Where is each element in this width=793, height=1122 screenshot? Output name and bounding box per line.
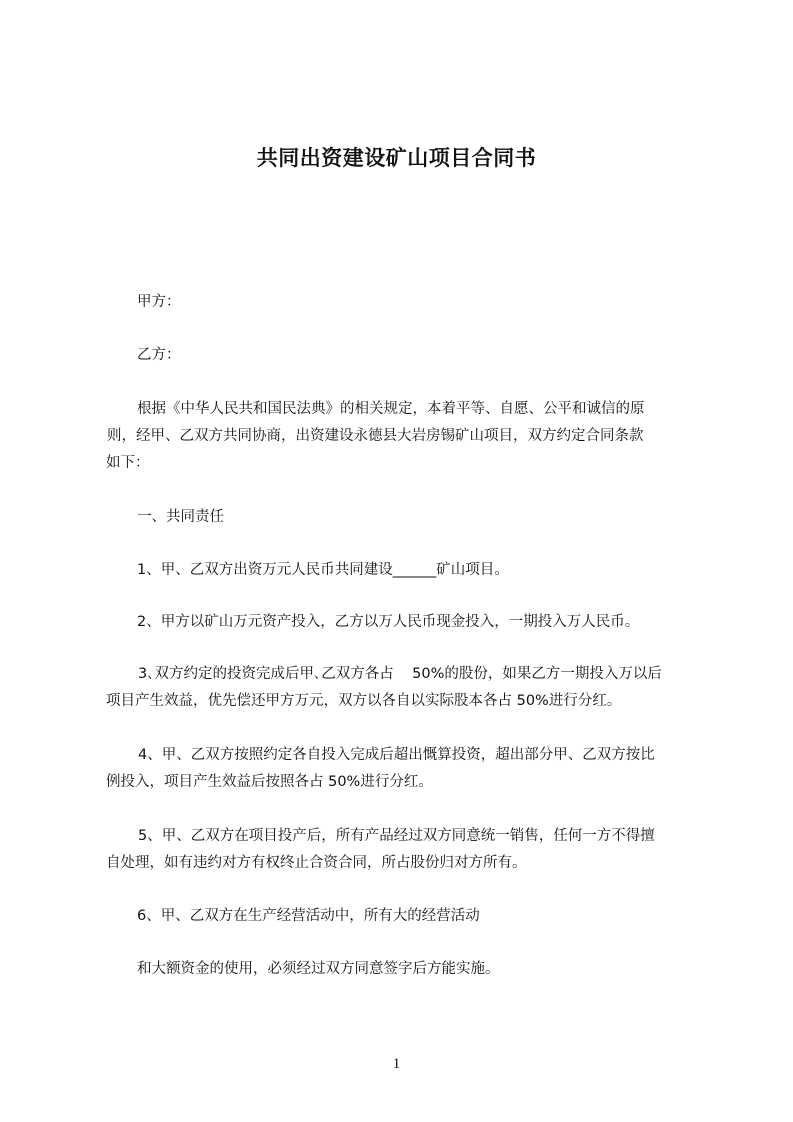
document-title: 共同出资建设矿山项目合同书	[256, 146, 537, 170]
clause-3-line-2: 项目产生效益，优先偿还甲方万元，双方以各自以实际股本各占 50%进行分红。	[106, 693, 622, 709]
clause-6-line-2: 和大额资金的使用，必须经过双方同意签字后方能实施。	[137, 961, 500, 977]
clause-4-line-1: 4、甲、乙双方按照约定各自投入完成后超出慨算投资，超出部分甲、乙双方按比	[138, 747, 655, 763]
section-1-heading: 一、共同责任	[137, 509, 224, 525]
clause-4-line-2: 例投入，项目产生效益后按照各占 50%进行分红。	[106, 774, 433, 790]
preamble-line-2: 则，经甲、乙双方共同协商，出资建设永德县大岩房锡矿山项目，双方约定合同条款	[107, 428, 644, 444]
page-number: 1	[392, 1056, 401, 1072]
clause-3-line-1: 3､双方约定的投资完成后甲､乙双方各占 50%的股份，如果乙方一期投入万以后	[138, 666, 662, 682]
clause-6-line-1: 6、甲、乙双方在生产经营活动中，所有大的经营活动	[137, 908, 480, 924]
clause-2: 2、甲方以矿山万元资产投入，乙方以万人民币现金投入，一期投入万人民币。	[137, 614, 640, 630]
clause-1: 1、甲、乙双方出资万元人民币共同建设______矿山项目。	[137, 562, 509, 578]
party-a-label: 甲方：	[137, 294, 181, 310]
clause-5-line-2: 自处理，如有违约对方有权终止合资合同，所占股份归对方所有。	[106, 855, 527, 871]
clause-5-line-1: 5、甲、乙双方在项目投产后，所有产品经过双方同意统一销售，任何一方不得擅	[138, 828, 655, 844]
preamble-line-3: 如下：	[106, 455, 150, 471]
party-b-label: 乙方：	[137, 347, 181, 363]
preamble-line-1: 根据《中华人民共和国民法典》的相关规定，本着平等、自愿、公平和诚信的原	[137, 401, 645, 417]
